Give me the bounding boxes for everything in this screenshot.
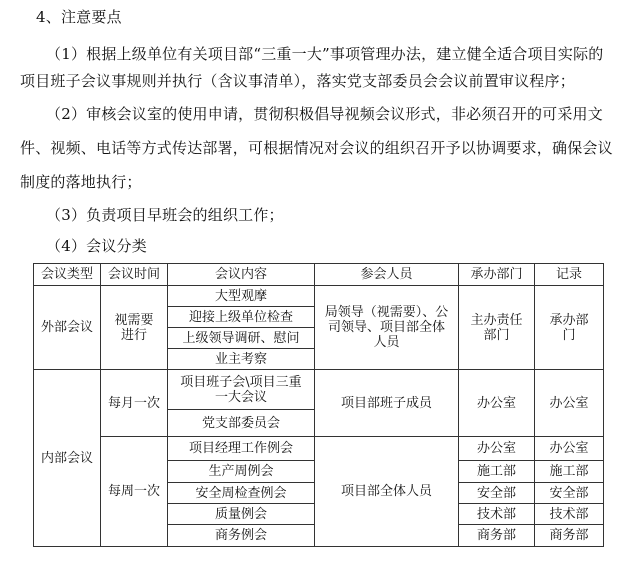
participants-cell: 局领导（视需要）、公司领导、项目部全体人员	[315, 286, 459, 370]
meeting-content-cell: 项目班子会\项目三重一大会议	[168, 370, 315, 410]
meeting-content-cell: 大型观摩	[168, 286, 315, 307]
participants-cell: 项目部全体人员	[315, 437, 459, 547]
header-cell: 会议时间	[101, 264, 168, 286]
table-row	[34, 437, 604, 461]
header-cell: 参会人员	[315, 264, 459, 286]
record-cell: 施工部	[535, 461, 604, 483]
meeting-content-cell: 党支部委员会	[168, 410, 315, 437]
record-cell: 安全部	[535, 483, 604, 504]
header-cell: 会议内容	[168, 264, 315, 286]
header-cell: 承办部门	[459, 264, 535, 286]
meeting-content-cell: 项目经理工作例会	[168, 437, 315, 461]
meeting-classification-table	[33, 263, 604, 547]
paragraph-4: （4）会议分类	[46, 237, 147, 255]
record-cell: 办公室	[535, 370, 604, 437]
paragraph-2-line-2: 件、视频、电话等方式传达部署，可根据情况对会议的组织召开予以协调要求，确保会议	[20, 139, 613, 157]
meeting-type-cell: 内部会议	[34, 370, 101, 547]
department-cell: 技术部	[459, 504, 535, 525]
paragraph-2-line-1: （2）审核会议室的使用申请，贯彻积极倡导视频会议形式，非必须召开的可采用文	[46, 105, 603, 123]
meeting-content-cell: 商务例会	[168, 525, 315, 547]
meeting-content-cell: 迎接上级单位检查	[168, 307, 315, 328]
paragraph-1-line-2: 项目班子会议事规则并执行（含议事清单），落实党支部委员会会议前置审议程序；	[20, 72, 575, 90]
meeting-content-cell: 质量例会	[168, 504, 315, 525]
participants-cell: 项目部班子成员	[315, 370, 459, 437]
meeting-time-cell: 每周一次	[101, 437, 168, 547]
table-row	[34, 370, 604, 410]
meeting-time-cell: 每月一次	[101, 370, 168, 437]
department-cell: 商务部	[459, 525, 535, 547]
paragraph-1-line-1: （1）根据上级单位有关项目部“三重一大”事项管理办法，建立健全适合项目实际的	[46, 45, 604, 63]
record-cell: 技术部	[535, 504, 604, 525]
meeting-content-cell: 上级领导调研、慰问	[168, 328, 315, 349]
section-heading: 4、注意要点	[36, 8, 122, 26]
record-cell: 商务部	[535, 525, 604, 547]
paragraph-3: （3）负责项目早班会的组织工作；	[46, 206, 284, 224]
meeting-type-cell: 外部会议	[34, 286, 101, 370]
record-cell: 承办部门	[535, 286, 604, 370]
paragraph-2-line-3: 制度的落地执行；	[20, 173, 142, 191]
table-header-row	[34, 264, 604, 286]
header-cell: 记录	[535, 264, 604, 286]
record-cell: 办公室	[535, 437, 604, 461]
meeting-content-cell: 业主考察	[168, 349, 315, 370]
table-row	[34, 286, 604, 307]
department-cell: 主办责任部门	[459, 286, 535, 370]
meeting-content-cell: 安全周检查例会	[168, 483, 315, 504]
header-cell: 会议类型	[34, 264, 101, 286]
meeting-time-cell: 视需要进行	[101, 286, 168, 370]
department-cell: 安全部	[459, 483, 535, 504]
department-cell: 办公室	[459, 437, 535, 461]
department-cell: 办公室	[459, 370, 535, 437]
department-cell: 施工部	[459, 461, 535, 483]
meeting-content-cell: 生产周例会	[168, 461, 315, 483]
